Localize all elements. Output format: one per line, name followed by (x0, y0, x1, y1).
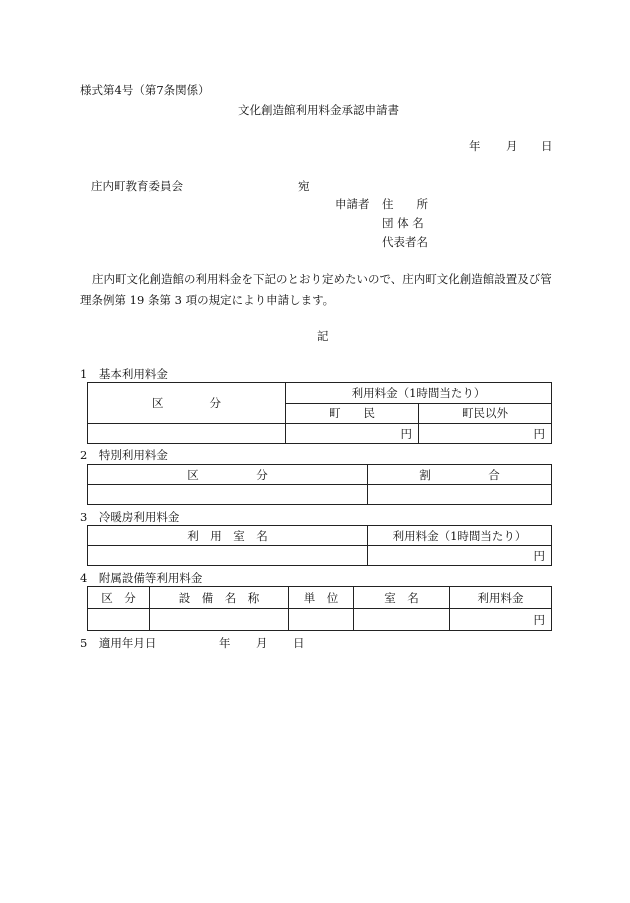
basic-fee-table (87, 382, 552, 444)
special-rate-header: 割 合 (368, 465, 552, 485)
equipment-unit-header: 単 位 (289, 587, 354, 609)
addressee-suffix: 宛 (298, 179, 310, 193)
equipment-fee-header: 利用料金 (450, 587, 552, 609)
form-number: 様式第4号（第7条関係） (80, 83, 210, 97)
applicant-representative-label: 代表者名 (382, 235, 428, 249)
table-row (88, 424, 552, 444)
table-row (88, 485, 552, 505)
applicant-address-label: 住 所 (382, 197, 428, 211)
equipment-fee-table (87, 586, 552, 631)
heating-fee-cell[interactable]: 円 (368, 546, 552, 566)
section-equipment-heading: 4 附属設備等利用料金 (80, 571, 203, 585)
section-effective-heading: 5 適用年月日 (80, 636, 157, 650)
basic-resident-fee-cell[interactable]: 円 (286, 424, 419, 444)
equipment-category-cell[interactable] (88, 609, 150, 631)
special-category-header: 区 分 (88, 465, 368, 485)
form-title: 文化創造館利用料金承認申請書 (238, 103, 399, 117)
applicant-group-label: 団 体 名 (382, 216, 424, 230)
heating-fee-table (87, 525, 552, 566)
equipment-unit-cell[interactable] (289, 609, 354, 631)
section-heating-heading: 3 冷暖房利用料金 (80, 510, 180, 524)
equipment-room-header: 室 名 (354, 587, 450, 609)
body-text: 庄内町文化創造館の利用料金を下記のとおり定めたいので、庄内町文化創造館設置及び管理条例第 19 条第 3 項の規定により申請します。 (80, 272, 552, 307)
special-fee-table (87, 464, 552, 505)
basic-fee-header: 利用料金（1時間当たり） (286, 383, 552, 404)
note-heading: 記 (317, 329, 329, 343)
basic-category-cell[interactable] (88, 424, 286, 444)
heating-fee-header: 利用料金（1時間当たり） (368, 526, 552, 546)
table-row (88, 609, 552, 631)
date-year-label: 年 (469, 139, 481, 153)
equipment-room-cell[interactable] (354, 609, 450, 631)
basic-nonresident-fee-cell[interactable]: 円 (419, 424, 552, 444)
applicant-label: 申請者 (335, 197, 370, 211)
basic-nonresident-header: 町民以外 (419, 403, 552, 424)
effective-day-label: 日 (293, 636, 305, 650)
date-month-label: 月 (506, 139, 518, 153)
special-rate-cell[interactable] (368, 485, 552, 505)
equipment-fee-cell[interactable]: 円 (450, 609, 552, 631)
effective-month-label: 月 (256, 636, 268, 650)
section-special-heading: 2 特別利用料金 (80, 448, 168, 462)
effective-year-label: 年 (219, 636, 231, 650)
equipment-category-header: 区 分 (88, 587, 150, 609)
heating-room-cell[interactable] (88, 546, 368, 566)
special-category-cell[interactable] (88, 485, 368, 505)
date-day-label: 日 (541, 139, 553, 153)
heating-room-header: 利 用 室 名 (88, 526, 368, 546)
equipment-name-header: 設 備 名 称 (150, 587, 289, 609)
basic-resident-header: 町 民 (286, 403, 419, 424)
equipment-name-cell[interactable] (150, 609, 289, 631)
section-basic-heading: 1 基本利用料金 (80, 367, 168, 381)
basic-category-header: 区 分 (88, 383, 286, 424)
table-row (88, 546, 552, 566)
addressee: 庄内町教育委員会 (91, 179, 183, 193)
